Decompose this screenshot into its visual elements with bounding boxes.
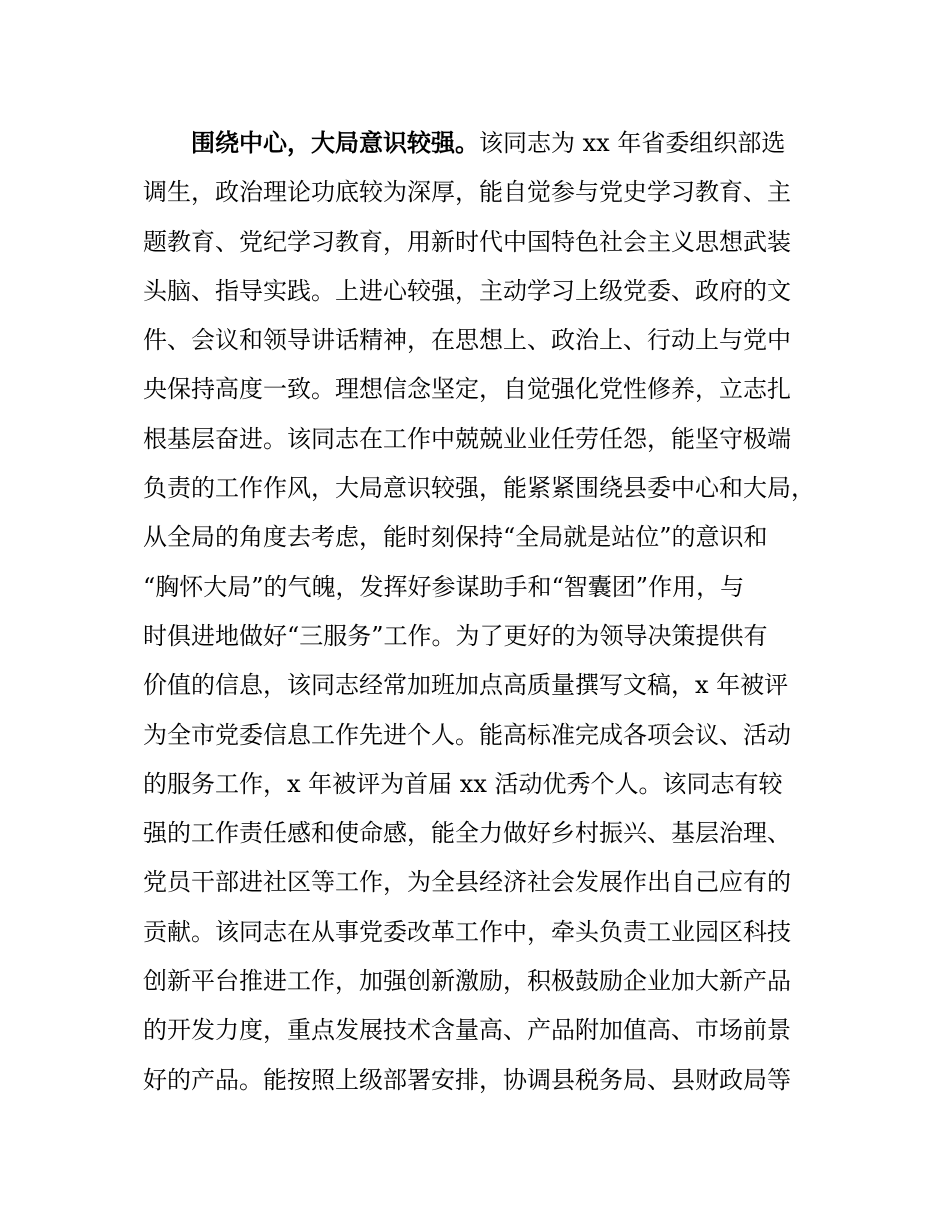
paragraph-line-11: 时俱进地做好“三服务”工作。为了更好的为领导决策提供有 bbox=[143, 621, 768, 650]
paragraph-line-2: 调生，政治理论功底较为深厚，能自觉参与党史学习教育、主 bbox=[143, 178, 791, 207]
paragraph-line-19: 的开发力度，重点发展技术含量高、产品附加值高、市场前景 bbox=[143, 1016, 791, 1045]
paragraph-line-5: 件、会议和领导讲话精神，在思想上、政治上、行动上与党中 bbox=[143, 326, 791, 355]
paragraph-line-17: 贡献。该同志在从事党委改革工作中，牵头负责工业园区科技 bbox=[143, 917, 791, 946]
paragraph-line-1 bbox=[143, 119, 823, 168]
paragraph-line-16: 党员干部进社区等工作，为全县经济社会发展作出自己应有的 bbox=[143, 868, 791, 897]
paragraph-line-14: 的服务工作，x 年被评为首届 xx 活动优秀个人。该同志有较 bbox=[143, 769, 783, 798]
paragraph-line-6: 央保持高度一致。理想信念坚定，自觉强化党性修养，立志扎 bbox=[143, 375, 791, 404]
paragraph-line-13: 为全市党委信息工作先进个人。能高标准完成各项会议、活动 bbox=[143, 720, 791, 749]
paragraph-line-20: 好的产品。能按照上级部署安排，协调县税务局、县财政局等 bbox=[143, 1065, 791, 1094]
lead-sentence: 围绕中心，大局意识较强。 bbox=[191, 129, 479, 157]
line-text: 该同志为 xx 年省委组织部选 bbox=[479, 129, 786, 157]
paragraph-line-7: 根基层奋进。该同志在工作中兢兢业业任劳任怨，能坚守极端 bbox=[143, 424, 791, 453]
paragraph-line-9: 从全局的角度去考虑，能时刻保持“全局就是站位”的意识和 bbox=[143, 523, 768, 552]
paragraph-line-15: 强的工作责任感和使命感，能全力做好乡村振兴、基层治理、 bbox=[143, 819, 791, 848]
paragraph-line-4: 头脑、指导实践。上进心较强，主动学习上级党委、政府的文 bbox=[143, 276, 791, 305]
body-paragraph bbox=[143, 119, 823, 1105]
paragraph-line-10: “胸怀大局”的气魄，发挥好参谋助手和“智囊团”作用，与 bbox=[143, 572, 745, 601]
paragraph-line-8: 负责的工作作风，大局意识较强，能紧紧围绕县委中心和大局， bbox=[143, 474, 815, 503]
paragraph-line-18: 创新平台推进工作，加强创新激励，积极鼓励企业加大新产品 bbox=[143, 967, 791, 996]
paragraph-line-3: 题教育、党纪学习教育，用新时代中国特色社会主义思想武装 bbox=[143, 227, 791, 256]
paragraph-line-12: 价值的信息，该同志经常加班加点高质量撰写文稿，x 年被评 bbox=[143, 671, 789, 700]
